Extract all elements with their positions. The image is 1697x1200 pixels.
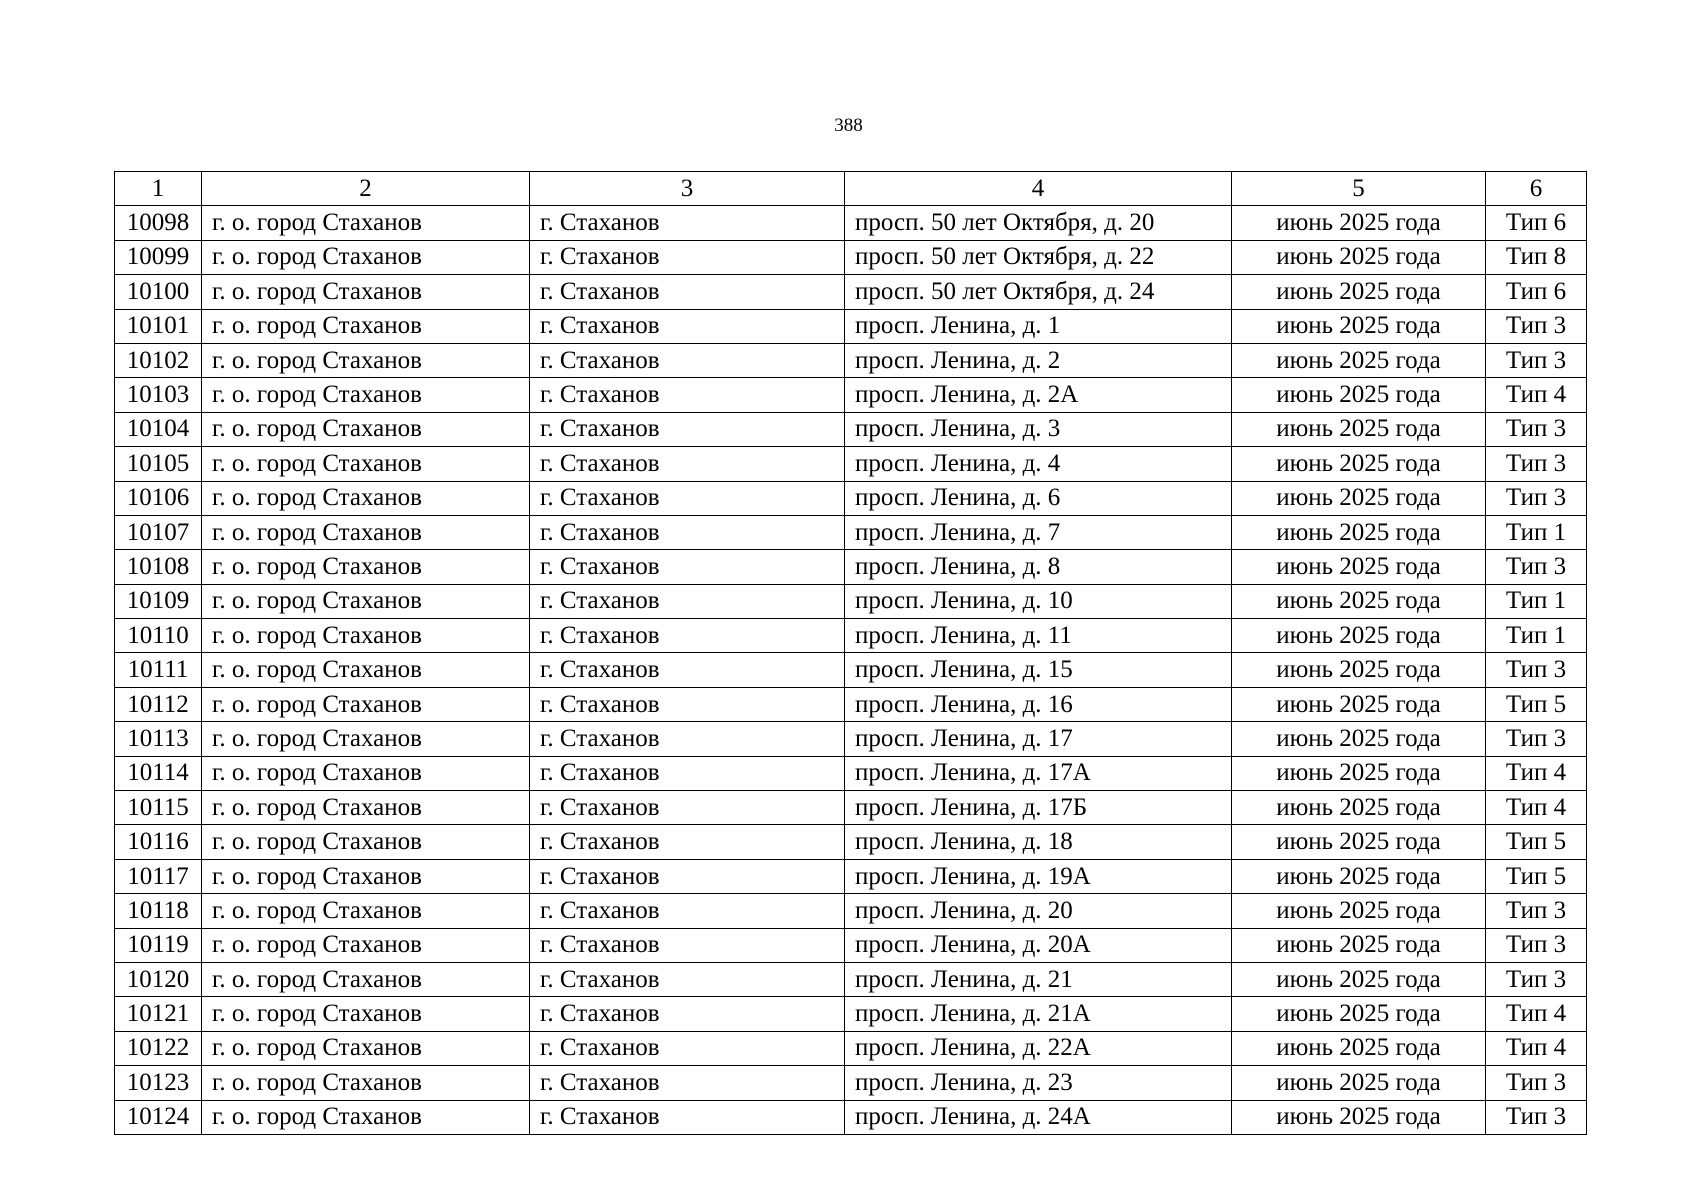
city-cell: г. Стаханов [530, 653, 845, 687]
city-cell: г. Стаханов [530, 481, 845, 515]
district-cell: г. о. город Стаханов [202, 240, 530, 274]
table-header-row [115, 172, 1587, 206]
city-cell: г. Стаханов [530, 722, 845, 756]
table-row [115, 412, 1587, 446]
type-cell: Тип 3 [1486, 309, 1587, 343]
column-header: 3 [530, 172, 845, 206]
date-cell: июнь 2025 года [1232, 378, 1486, 412]
type-cell: Тип 4 [1486, 378, 1587, 412]
city-cell: г. Стаханов [530, 1100, 845, 1134]
district-cell: г. о. город Стаханов [202, 859, 530, 893]
address-cell: просп. Ленина, д. 17А [845, 756, 1232, 790]
type-cell: Тип 4 [1486, 997, 1587, 1031]
row-number-cell: 10111 [115, 653, 202, 687]
city-cell: г. Стаханов [530, 1066, 845, 1100]
date-cell: июнь 2025 года [1232, 240, 1486, 274]
address-cell: просп. Ленина, д. 15 [845, 653, 1232, 687]
city-cell: г. Стаханов [530, 343, 845, 377]
address-cell: просп. Ленина, д. 21 [845, 962, 1232, 996]
address-cell: просп. Ленина, д. 1 [845, 309, 1232, 343]
type-cell: Тип 6 [1486, 206, 1587, 240]
district-cell: г. о. город Стаханов [202, 962, 530, 996]
city-cell: г. Стаханов [530, 756, 845, 790]
district-cell: г. о. город Стаханов [202, 343, 530, 377]
row-number-cell: 10099 [115, 240, 202, 274]
address-cell: просп. Ленина, д. 2 [845, 343, 1232, 377]
address-cell: просп. Ленина, д. 24А [845, 1100, 1232, 1134]
table-row [115, 584, 1587, 618]
date-cell: июнь 2025 года [1232, 550, 1486, 584]
date-cell: июнь 2025 года [1232, 722, 1486, 756]
address-cell: просп. 50 лет Октября, д. 24 [845, 275, 1232, 309]
date-cell: июнь 2025 года [1232, 412, 1486, 446]
row-number-cell: 10100 [115, 275, 202, 309]
date-cell: июнь 2025 года [1232, 894, 1486, 928]
district-cell: г. о. город Стаханов [202, 653, 530, 687]
district-cell: г. о. город Стаханов [202, 584, 530, 618]
row-number-cell: 10101 [115, 309, 202, 343]
district-cell: г. о. город Стаханов [202, 1100, 530, 1134]
type-cell: Тип 3 [1486, 481, 1587, 515]
table-row [115, 997, 1587, 1031]
district-cell: г. о. город Стаханов [202, 687, 530, 721]
table-row [115, 653, 1587, 687]
type-cell: Тип 4 [1486, 791, 1587, 825]
table-row [115, 206, 1587, 240]
date-cell: июнь 2025 года [1232, 962, 1486, 996]
date-cell: июнь 2025 года [1232, 619, 1486, 653]
date-cell: июнь 2025 года [1232, 928, 1486, 962]
row-number-cell: 10107 [115, 515, 202, 549]
row-number-cell: 10121 [115, 997, 202, 1031]
city-cell: г. Стаханов [530, 825, 845, 859]
district-cell: г. о. город Стаханов [202, 515, 530, 549]
city-cell: г. Стаханов [530, 962, 845, 996]
district-cell: г. о. город Стаханов [202, 928, 530, 962]
city-cell: г. Стаханов [530, 275, 845, 309]
city-cell: г. Стаханов [530, 687, 845, 721]
type-cell: Тип 3 [1486, 722, 1587, 756]
type-cell: Тип 1 [1486, 619, 1587, 653]
city-cell: г. Стаханов [530, 619, 845, 653]
city-cell: г. Стаханов [530, 997, 845, 1031]
table-row [115, 343, 1587, 377]
type-cell: Тип 3 [1486, 962, 1587, 996]
type-cell: Тип 3 [1486, 412, 1587, 446]
row-number-cell: 10106 [115, 481, 202, 515]
row-number-cell: 10120 [115, 962, 202, 996]
address-cell: просп. Ленина, д. 22А [845, 1031, 1232, 1065]
district-cell: г. о. город Стаханов [202, 1031, 530, 1065]
address-cell: просп. Ленина, д. 17 [845, 722, 1232, 756]
type-cell: Тип 5 [1486, 687, 1587, 721]
district-cell: г. о. город Стаханов [202, 412, 530, 446]
page-number: 388 [834, 115, 863, 136]
table-row [115, 275, 1587, 309]
district-cell: г. о. город Стаханов [202, 722, 530, 756]
date-cell: июнь 2025 года [1232, 481, 1486, 515]
row-number-cell: 10108 [115, 550, 202, 584]
row-number-cell: 10116 [115, 825, 202, 859]
table-row [115, 791, 1587, 825]
date-cell: июнь 2025 года [1232, 584, 1486, 618]
table-row [115, 515, 1587, 549]
address-cell: просп. Ленина, д. 8 [845, 550, 1232, 584]
row-number-cell: 10098 [115, 206, 202, 240]
column-header: 1 [115, 172, 202, 206]
table-row [115, 481, 1587, 515]
district-cell: г. о. город Стаханов [202, 756, 530, 790]
date-cell: июнь 2025 года [1232, 653, 1486, 687]
type-cell: Тип 3 [1486, 1100, 1587, 1134]
date-cell: июнь 2025 года [1232, 309, 1486, 343]
date-cell: июнь 2025 года [1232, 206, 1486, 240]
district-cell: г. о. город Стаханов [202, 1066, 530, 1100]
type-cell: Тип 3 [1486, 1066, 1587, 1100]
row-number-cell: 10113 [115, 722, 202, 756]
date-cell: июнь 2025 года [1232, 859, 1486, 893]
row-number-cell: 10103 [115, 378, 202, 412]
district-cell: г. о. город Стаханов [202, 825, 530, 859]
column-header: 2 [202, 172, 530, 206]
row-number-cell: 10109 [115, 584, 202, 618]
address-cell: просп. Ленина, д. 20А [845, 928, 1232, 962]
table-row [115, 722, 1587, 756]
address-cell: просп. Ленина, д. 18 [845, 825, 1232, 859]
district-cell: г. о. город Стаханов [202, 378, 530, 412]
address-cell: просп. Ленина, д. 17Б [845, 791, 1232, 825]
type-cell: Тип 5 [1486, 859, 1587, 893]
row-number-cell: 10123 [115, 1066, 202, 1100]
address-cell: просп. Ленина, д. 16 [845, 687, 1232, 721]
row-number-cell: 10122 [115, 1031, 202, 1065]
table-row [115, 378, 1587, 412]
type-cell: Тип 3 [1486, 343, 1587, 377]
address-cell: просп. Ленина, д. 2А [845, 378, 1232, 412]
table-row [115, 756, 1587, 790]
address-cell: просп. Ленина, д. 19А [845, 859, 1232, 893]
date-cell: июнь 2025 года [1232, 1100, 1486, 1134]
district-cell: г. о. город Стаханов [202, 206, 530, 240]
date-cell: июнь 2025 года [1232, 1031, 1486, 1065]
date-cell: июнь 2025 года [1232, 1066, 1486, 1100]
table-row [115, 309, 1587, 343]
table-row [115, 1031, 1587, 1065]
city-cell: г. Стаханов [530, 1031, 845, 1065]
city-cell: г. Стаханов [530, 859, 845, 893]
table-row [115, 962, 1587, 996]
district-cell: г. о. город Стаханов [202, 550, 530, 584]
table-row [115, 687, 1587, 721]
address-cell: просп. 50 лет Октября, д. 20 [845, 206, 1232, 240]
type-cell: Тип 3 [1486, 550, 1587, 584]
city-cell: г. Стаханов [530, 378, 845, 412]
column-header: 4 [845, 172, 1232, 206]
table-row [115, 1100, 1587, 1134]
city-cell: г. Стаханов [530, 412, 845, 446]
district-cell: г. о. город Стаханов [202, 997, 530, 1031]
district-cell: г. о. город Стаханов [202, 447, 530, 481]
type-cell: Тип 8 [1486, 240, 1587, 274]
type-cell: Тип 4 [1486, 756, 1587, 790]
district-cell: г. о. город Стаханов [202, 275, 530, 309]
table-row [115, 550, 1587, 584]
row-number-cell: 10114 [115, 756, 202, 790]
type-cell: Тип 6 [1486, 275, 1587, 309]
address-cell: просп. 50 лет Октября, д. 22 [845, 240, 1232, 274]
date-cell: июнь 2025 года [1232, 825, 1486, 859]
address-cell: просп. Ленина, д. 4 [845, 447, 1232, 481]
table-row [115, 619, 1587, 653]
city-cell: г. Стаханов [530, 894, 845, 928]
table-row [115, 240, 1587, 274]
row-number-cell: 10104 [115, 412, 202, 446]
row-number-cell: 10119 [115, 928, 202, 962]
city-cell: г. Стаханов [530, 309, 845, 343]
column-header: 5 [1232, 172, 1486, 206]
address-cell: просп. Ленина, д. 7 [845, 515, 1232, 549]
date-cell: июнь 2025 года [1232, 275, 1486, 309]
row-number-cell: 10105 [115, 447, 202, 481]
district-cell: г. о. город Стаханов [202, 481, 530, 515]
district-cell: г. о. город Стаханов [202, 309, 530, 343]
row-number-cell: 10110 [115, 619, 202, 653]
table-row [115, 894, 1587, 928]
date-cell: июнь 2025 года [1232, 687, 1486, 721]
district-cell: г. о. город Стаханов [202, 791, 530, 825]
row-number-cell: 10112 [115, 687, 202, 721]
date-cell: июнь 2025 года [1232, 791, 1486, 825]
address-cell: просп. Ленина, д. 11 [845, 619, 1232, 653]
city-cell: г. Стаханов [530, 447, 845, 481]
city-cell: г. Стаханов [530, 550, 845, 584]
district-cell: г. о. город Стаханов [202, 894, 530, 928]
address-cell: просп. Ленина, д. 10 [845, 584, 1232, 618]
address-cell: просп. Ленина, д. 3 [845, 412, 1232, 446]
row-number-cell: 10102 [115, 343, 202, 377]
address-cell: просп. Ленина, д. 6 [845, 481, 1232, 515]
type-cell: Тип 4 [1486, 1031, 1587, 1065]
city-cell: г. Стаханов [530, 240, 845, 274]
type-cell: Тип 5 [1486, 825, 1587, 859]
type-cell: Тип 3 [1486, 653, 1587, 687]
address-cell: просп. Ленина, д. 20 [845, 894, 1232, 928]
type-cell: Тип 3 [1486, 447, 1587, 481]
row-number-cell: 10124 [115, 1100, 202, 1134]
date-cell: июнь 2025 года [1232, 447, 1486, 481]
column-header: 6 [1486, 172, 1587, 206]
row-number-cell: 10117 [115, 859, 202, 893]
table-row [115, 447, 1587, 481]
address-cell: просп. Ленина, д. 23 [845, 1066, 1232, 1100]
table-row [115, 928, 1587, 962]
type-cell: Тип 3 [1486, 928, 1587, 962]
table-row [115, 825, 1587, 859]
date-cell: июнь 2025 года [1232, 756, 1486, 790]
type-cell: Тип 1 [1486, 515, 1587, 549]
city-cell: г. Стаханов [530, 791, 845, 825]
row-number-cell: 10115 [115, 791, 202, 825]
city-cell: г. Стаханов [530, 584, 845, 618]
type-cell: Тип 3 [1486, 894, 1587, 928]
district-cell: г. о. город Стаханов [202, 619, 530, 653]
table-row [115, 1066, 1587, 1100]
city-cell: г. Стаханов [530, 515, 845, 549]
date-cell: июнь 2025 года [1232, 343, 1486, 377]
city-cell: г. Стаханов [530, 928, 845, 962]
address-cell: просп. Ленина, д. 21А [845, 997, 1232, 1031]
table-row [115, 859, 1587, 893]
data-table [114, 171, 1587, 1135]
city-cell: г. Стаханов [530, 206, 845, 240]
row-number-cell: 10118 [115, 894, 202, 928]
date-cell: июнь 2025 года [1232, 515, 1486, 549]
date-cell: июнь 2025 года [1232, 997, 1486, 1031]
type-cell: Тип 1 [1486, 584, 1587, 618]
